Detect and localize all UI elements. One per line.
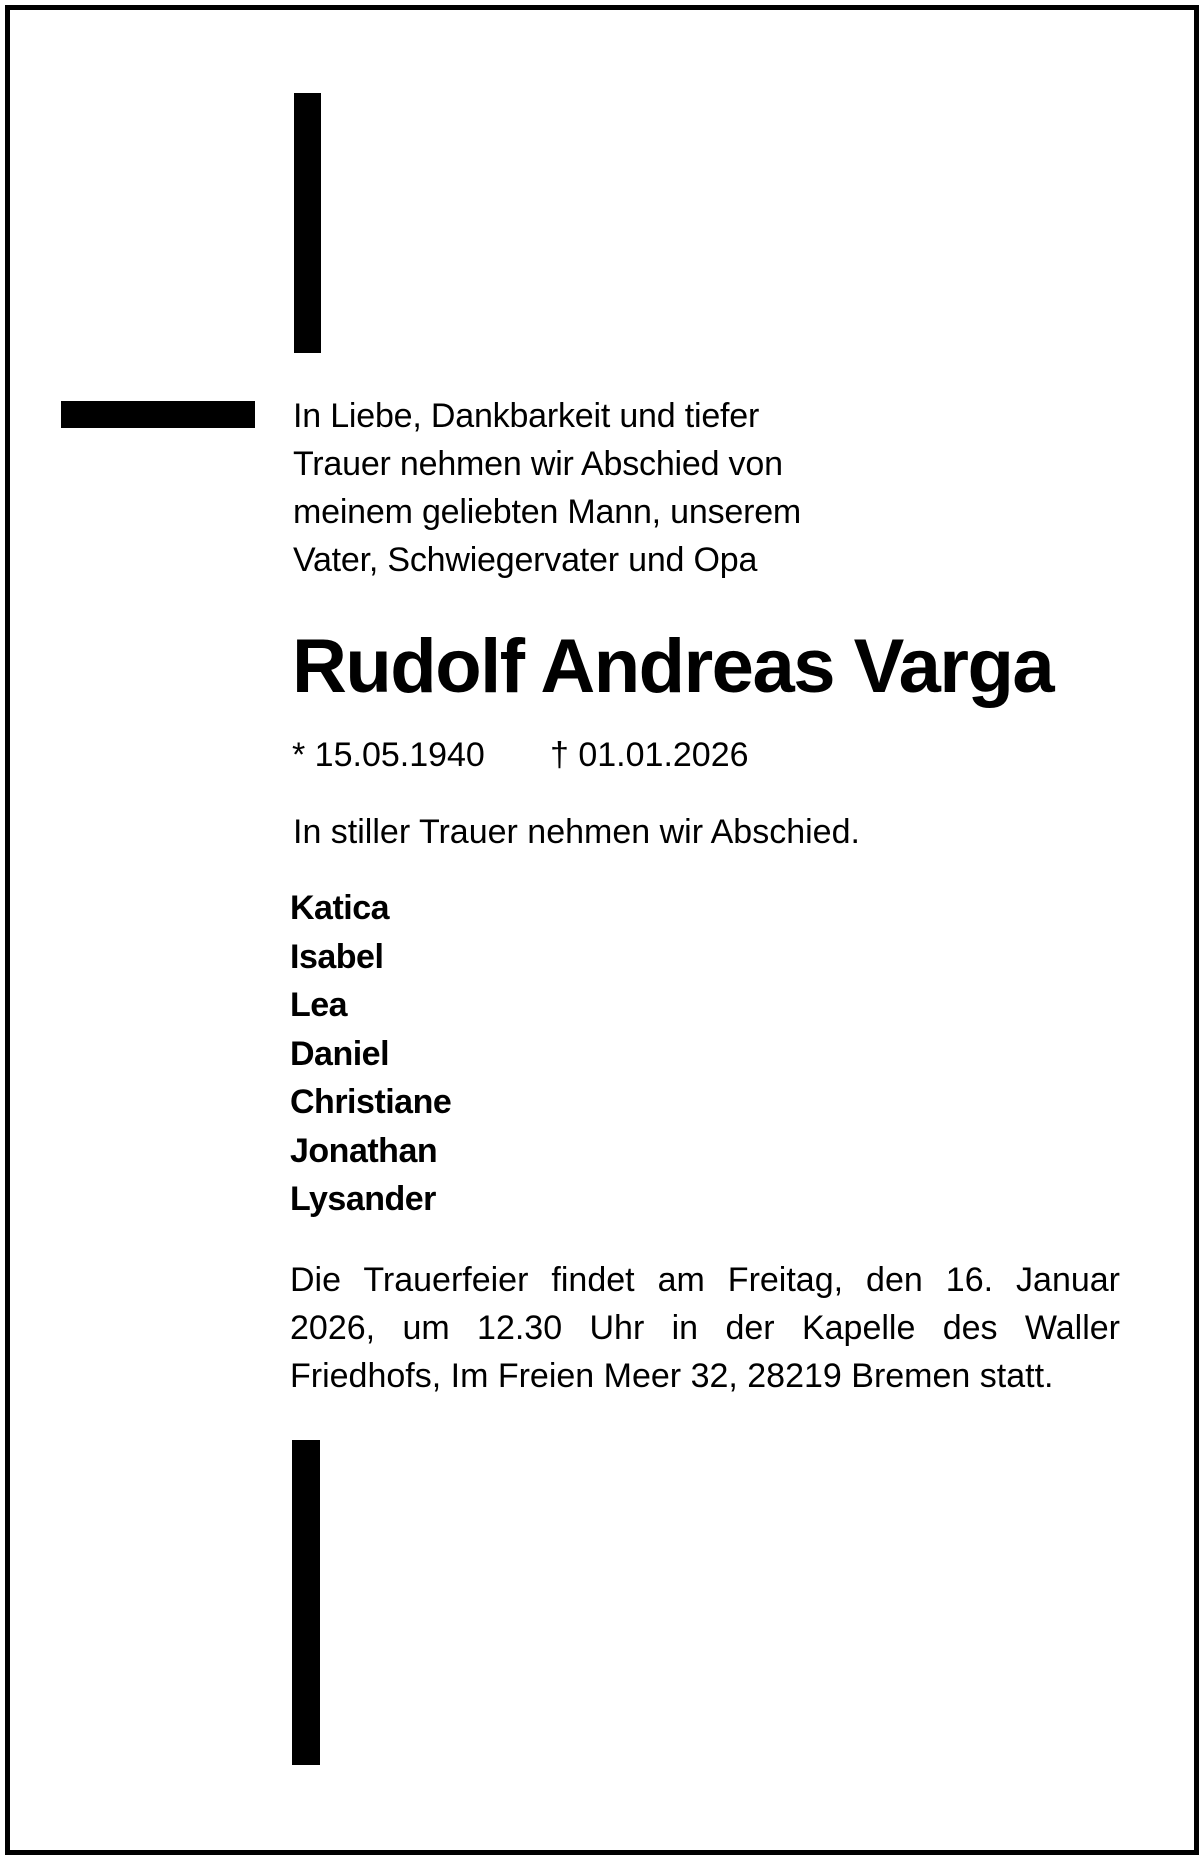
mourner-name: Jonathan [290, 1131, 438, 1170]
ceremony-details [290, 1256, 1120, 1400]
cross-icon-lower-beam [292, 1440, 320, 1765]
notice-border [5, 5, 1199, 1855]
mourner-name: Katica [290, 889, 390, 927]
intro-line: Trauer nehmen wir Abschied von [293, 445, 783, 483]
mourner-name: Daniel [290, 1034, 390, 1073]
mourner-name: Isabel [290, 937, 384, 976]
farewell-text: In stiller Trauer nehmen wir Abschied. [293, 813, 860, 851]
mourner-name: Lea [290, 986, 348, 1024]
life-dates [292, 731, 749, 779]
intro-text [293, 392, 953, 584]
intro-line: In Liebe, Dankbarkeit und tiefer [293, 397, 760, 435]
ceremony-line: 2026, um 12.30 Uhr in der Kapelle des Waller [290, 1309, 1120, 1347]
intro-line: Vater, Schwiegervater und Opa [293, 541, 758, 579]
deceased-name: Rudolf Andreas Varga [292, 624, 1054, 709]
cross-icon-crossbeam [61, 401, 255, 428]
mourner-list [290, 884, 451, 1224]
birth-date: * 15.05.1940 [292, 736, 485, 774]
mourner-name: Lysander [290, 1180, 436, 1218]
mourner-name: Christiane [290, 1083, 452, 1121]
cross-icon-upper-beam [294, 93, 321, 353]
intro-line: meinem geliebten Mann, unserem [293, 493, 802, 531]
ceremony-line: Friedhofs, Im Freien Meer 32, 28219 Bremen statt. [290, 1357, 1054, 1395]
death-date: † 01.01.2026 [550, 736, 749, 774]
ceremony-line: Die Trauerfeier findet am Freitag, den 16. Januar [290, 1261, 1120, 1299]
